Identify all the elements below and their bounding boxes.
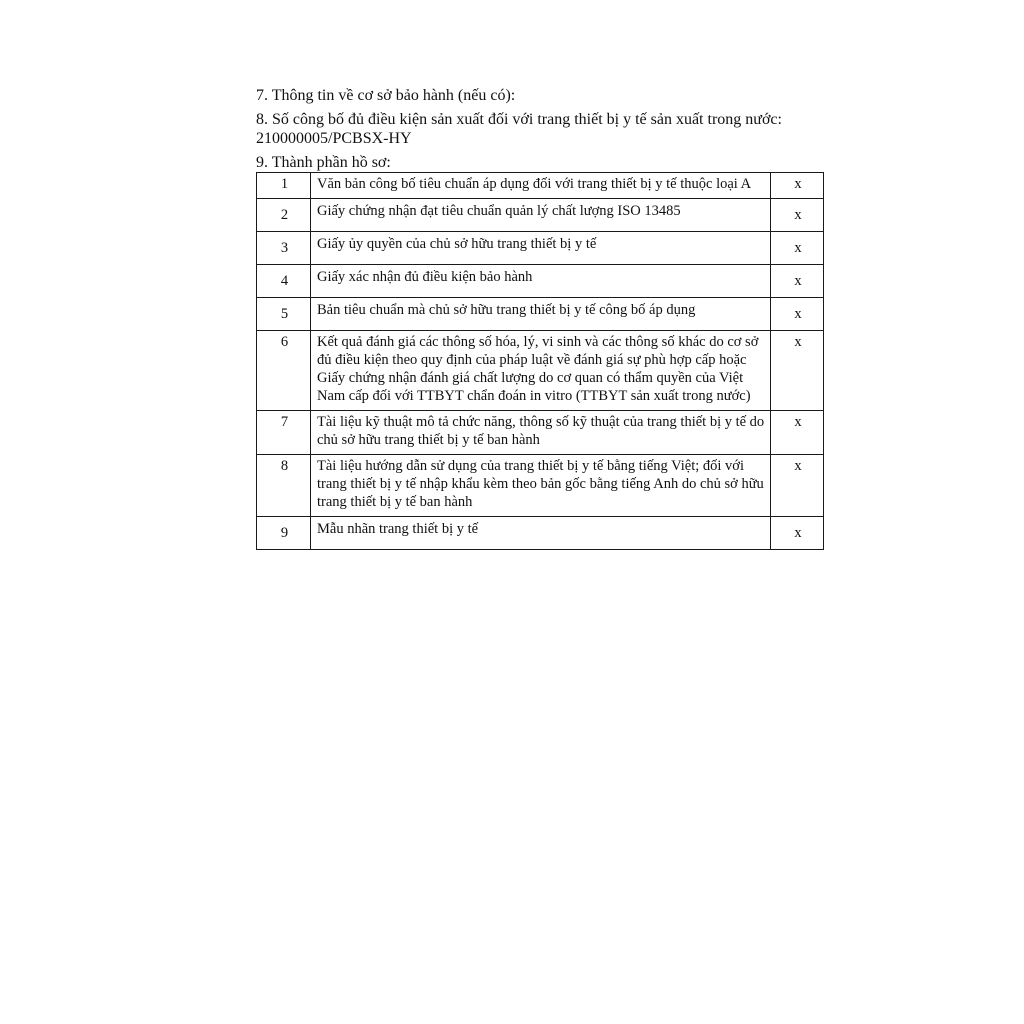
row-check-mark: x [771,265,824,298]
row-number: 3 [257,232,311,265]
row-number: 5 [257,298,311,331]
row-check-mark: x [771,455,824,517]
row-description: Tài liệu kỹ thuật mô tả chức năng, thông số kỹ thuật của trang thiết bị y tế do chủ sở hữu trang thiết bị y tế ban hành [311,411,771,455]
row-description: Giấy ủy quyền của chủ sở hữu trang thiết bị y tế [311,232,771,265]
row-check-mark: x [771,173,824,199]
document-page [256,86,802,550]
dossier-table [256,172,824,550]
row-number: 6 [257,331,311,411]
row-check-mark: x [771,411,824,455]
section-9-dossier-heading: 9. Thành phần hồ sơ: [256,154,391,171]
table-row [257,517,824,550]
table-row [257,265,824,298]
table-row [257,173,824,199]
row-description: Văn bản công bố tiêu chuẩn áp dụng đối với trang thiết bị y tế thuộc loại A [311,173,771,199]
row-number: 4 [257,265,311,298]
table-row [257,455,824,517]
row-description: Giấy xác nhận đủ điều kiện bảo hành [311,265,771,298]
table-row [257,298,824,331]
row-number: 7 [257,411,311,455]
row-description: Bản tiêu chuẩn mà chủ sở hữu trang thiết bị y tế công bố áp dụng [311,298,771,331]
table-row [257,199,824,232]
row-check-mark: x [771,232,824,265]
row-check-mark: x [771,331,824,411]
section-7-warranty-info: 7. Thông tin về cơ sở bảo hành (nếu có): [256,87,516,104]
table-row [257,331,824,411]
table-row [257,232,824,265]
row-number: 2 [257,199,311,232]
section-8-production-declaration: 8. Số công bố đủ điều kiện sản xuất đối với trang thiết bị y tế sản xuất trong nước: 210000005/PCBSX-HY [256,111,782,147]
table-row [257,411,824,455]
row-check-mark: x [771,199,824,232]
row-number: 8 [257,455,311,517]
row-description: Mẫu nhãn trang thiết bị y tế [311,517,771,550]
row-number: 9 [257,517,311,550]
row-check-mark: x [771,298,824,331]
row-check-mark: x [771,517,824,550]
row-description: Tài liệu hướng dẫn sử dụng của trang thiết bị y tế bằng tiếng Việt; đối với trang thiết bị y tế nhập khẩu kèm theo bản gốc bằng tiếng Anh do chủ sở hữu trang thiết bị y tế ban hành [311,455,771,517]
row-description: Giấy chứng nhận đạt tiêu chuẩn quản lý chất lượng ISO 13485 [311,199,771,232]
row-description: Kết quả đánh giá các thông số hóa, lý, vi sinh và các thông số khác do cơ sở đủ điều kiện theo quy định của pháp luật về đánh giá sự phù hợp cấp hoặc Giấy chứng nhận đánh giá chất lượng do cơ quan có thẩm quyền của Việt Nam cấp đối với TTBYT chẩn đoán in vitro (TTBYT sản xuất trong nước) [311,331,771,411]
row-number: 1 [257,173,311,199]
